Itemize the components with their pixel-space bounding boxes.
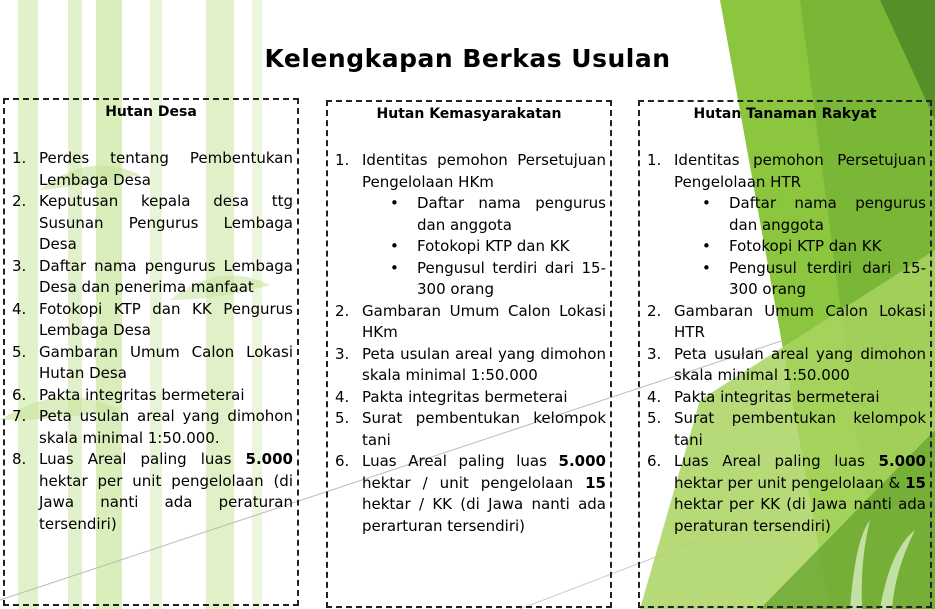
requirements-list (335, 150, 606, 537)
list-item: 5. Surat pembentukan kelompok tani (335, 409, 606, 449)
panel-hutan-tanaman-rakyat (638, 100, 932, 608)
list-item: 7. Peta usulan areal yang dimohon skala minimal 1:50.000. (12, 407, 293, 447)
list-item: 6. Pakta integritas bermeterai (12, 385, 245, 404)
sub-list-item: • Fotokopi KTP dan KK (702, 237, 882, 255)
panel-hutan-desa (3, 98, 299, 606)
panel-heading: Hutan Tanaman Rakyat (693, 106, 877, 122)
list-item: 2. Keputusan kepala desa ttg Susunan Pengurus Lembaga Desa (12, 192, 293, 253)
sub-list-item: • Daftar nama pengurus dan anggota (390, 194, 606, 234)
sub-list-item: • Daftar nama pengurus dan anggota (702, 194, 926, 234)
page-title: Kelengkapan Berkas Usulan (264, 44, 671, 73)
list-item: 2. Gambaran Umum Calon Lokasi HKm (335, 301, 606, 341)
list-item: 3. Peta usulan areal yang dimohon skala minimal 1:50.000 (647, 344, 926, 384)
list-item: 6. Luas Areal paling luas 5.000 hektar / unit pengelolaan 15 hektar / KK (di Jawa nanti ada perarturan tersendiri) (335, 452, 606, 535)
sub-list (362, 193, 606, 301)
list-item: 3. Peta usulan areal yang dimohon skala minimal 1:50.000 (335, 344, 606, 384)
list-item: 8. Luas Areal paling luas 5.000 hektar per unit pengelolaan (di Jawa nanti ada peraturan tersendiri) (12, 450, 293, 533)
panel-heading: Hutan Desa (105, 104, 197, 120)
list-item: 6. Luas Areal paling luas 5.000 hektar per unit pengelolaan & 15 hektar per KK (di Jawa nanti ada peraturan tersendiri) (647, 452, 926, 535)
sub-list-item: • Pengusul terdiri dari 15-300 orang (702, 258, 926, 298)
sub-list-item: • Pengusul terdiri dari 15-300 orang (390, 258, 606, 298)
list-item: 3. Daftar nama pengurus Lembaga Desa dan penerima manfaat (12, 256, 293, 296)
list-item: 5. Gambaran Umum Calon Lokasi Hutan Desa (12, 342, 293, 382)
list-item: 1. Identitas pemohon Persetujuan Pengelolaan HTR • Daftar nama pengurus dan anggota • Fotokopi KTP dan KK • Pengusul terdiri dari 15-300 orang (647, 150, 926, 301)
panel-hutan-kemasyarakatan (326, 100, 612, 608)
list-item: 4. Pakta integritas bermeterai (335, 387, 568, 406)
sub-list (674, 193, 926, 301)
requirements-list (12, 148, 293, 535)
panel-heading: Hutan Kemasyarakatan (376, 106, 562, 122)
list-item: 1. Perdes tentang Pembentukan Lembaga Desa (12, 149, 293, 189)
requirements-list (647, 150, 926, 537)
list-item: 5. Surat pembentukan kelompok tani (647, 409, 926, 449)
sub-list-item: • Fotokopi KTP dan KK (390, 237, 570, 255)
list-item: 4. Fotokopi KTP dan KK Pengurus Lembaga Desa (12, 299, 293, 339)
list-item: 2. Gambaran Umum Calon Lokasi HTR (647, 301, 926, 341)
list-item: 1. Identitas pemohon Persetujuan Pengelolaan HKm • Daftar nama pengurus dan anggota • Fotokopi KTP dan KK • Pengusul terdiri dari 15-300 orang (335, 150, 606, 301)
list-item: 4. Pakta integritas bermeterai (647, 387, 880, 406)
